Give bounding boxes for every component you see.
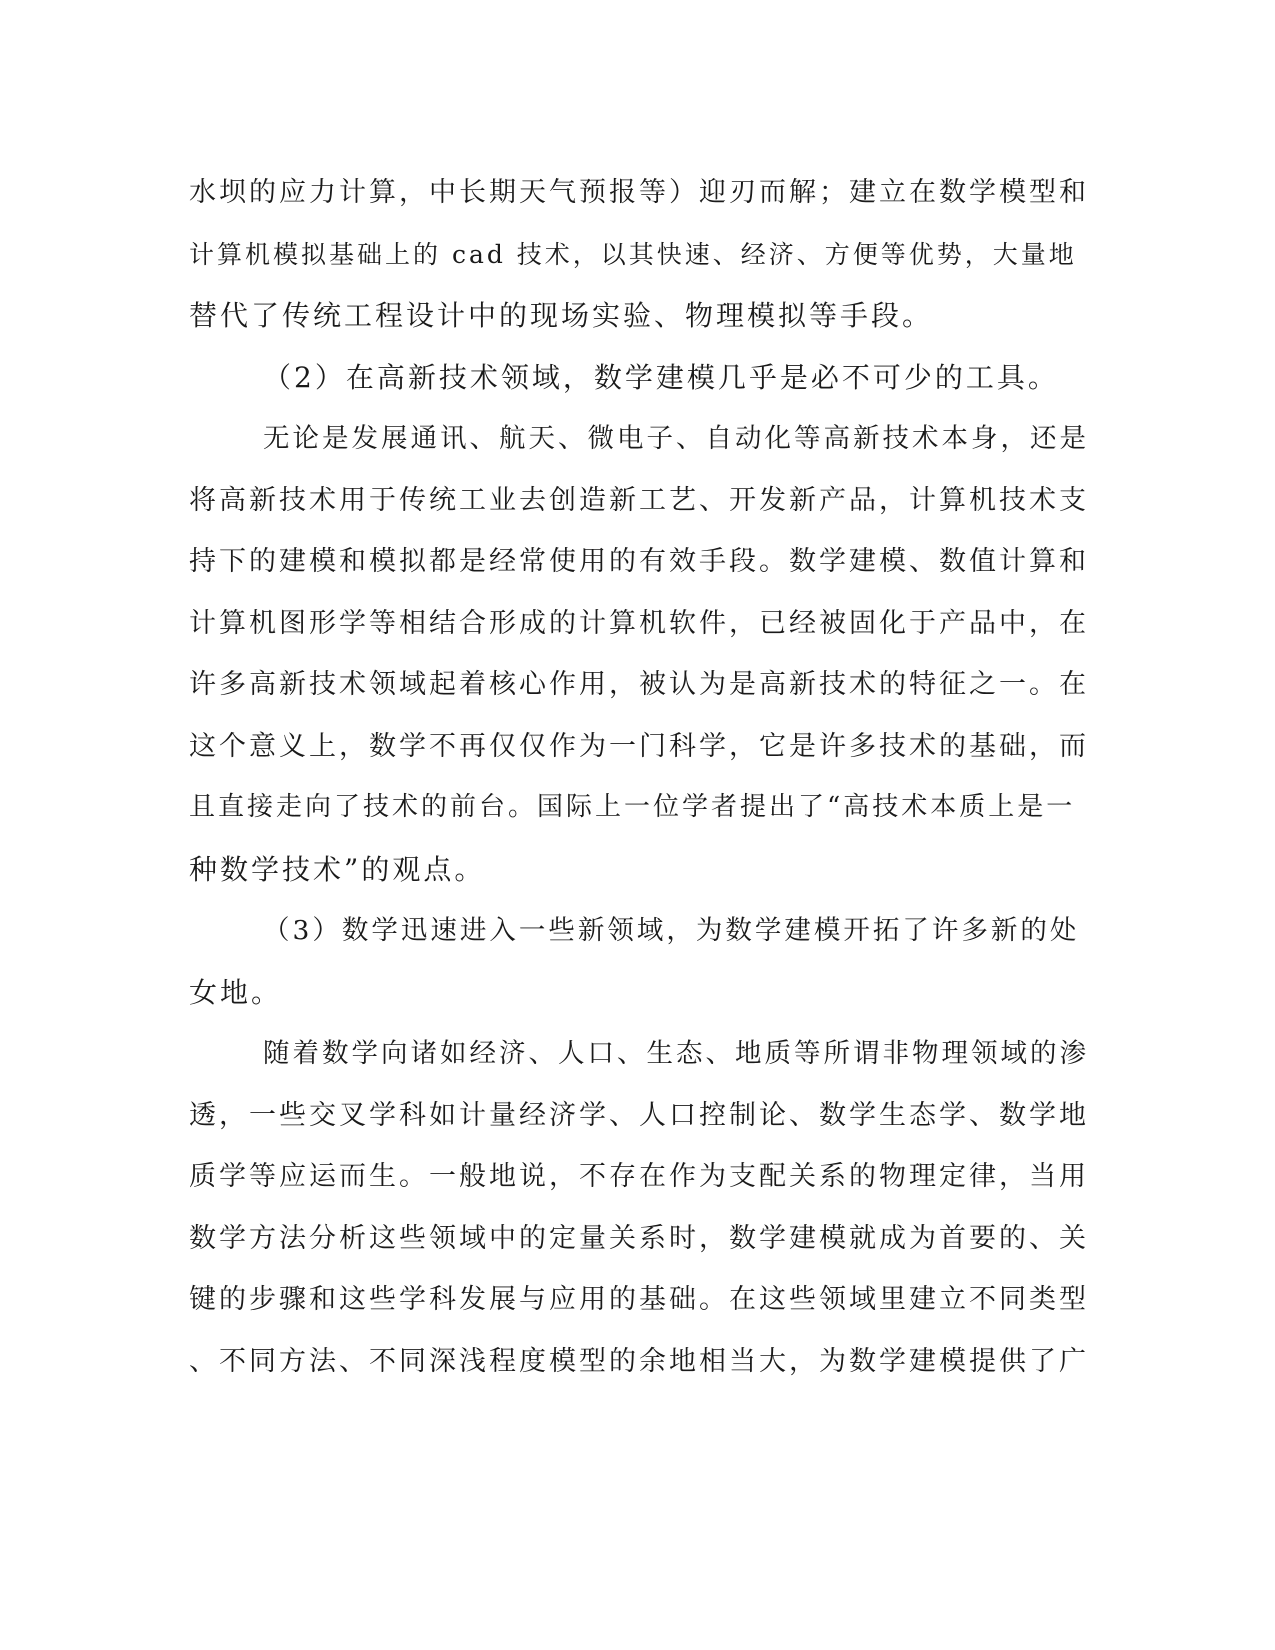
text-line: 计算机图形学等相结合形成的计算机软件，已经被固化于产品中，在 [189, 607, 1089, 639]
text-line: 无论是发展通讯、航天、微电子、自动化等高新技术本身，还是 [263, 423, 1089, 454]
text-line: 持下的建模和模拟都是经常使用的有效手段。数学建模、数值计算和 [189, 546, 1089, 577]
text-line: 数学方法分析这些领域中的定量关系时，数学建模就成为首要的、关 [189, 1222, 1089, 1254]
text-line: 女地。 [189, 975, 283, 1009]
text-line: 种数学技术”的观点。 [189, 852, 486, 886]
text-line: 随着数学向诸如经济、人口、生态、地质等所谓非物理领域的渗 [263, 1038, 1089, 1069]
text-line: 键的步骤和这些学科发展与应用的基础。在这些领域里建立不同类型 [189, 1284, 1089, 1315]
text-line: 质学等应运而生。一般地说，不存在作为支配关系的物理定律，当用 [189, 1161, 1089, 1192]
text-line: （3）数学迅速进入一些新领域，为数学建模开拓了许多新的处 [263, 915, 1080, 946]
text-line: （2）在高新技术领域，数学建模几乎是必不可少的工具。 [263, 360, 1059, 394]
text-line: 、不同方法、不同深浅程度模型的余地相当大，为数学建模提供了广 [189, 1345, 1089, 1377]
text-line: 这个意义上，数学不再仅仅作为一门科学，它是许多技术的基础，而 [189, 730, 1089, 762]
body-text [189, 162, 1089, 1392]
text-line: 水坝的应力计算，中长期天气预报等）迎刃而解；建立在数学模型和 [189, 177, 1089, 208]
text-line: 透，一些交叉学科如计量经济学、人口控制论、数学生态学、数学地 [189, 1099, 1089, 1131]
text-line: 将高新技术用于传统工业去创造新工艺、开发新产品，计算机技术支 [189, 484, 1089, 516]
text-line: 许多高新技术领域起着核心作用，被认为是高新技术的特征之一。在 [189, 669, 1089, 700]
text-line: 计算机模拟基础上的 cad 技术，以其快速、经济、方便等优势，大量地 [189, 239, 1077, 269]
text-line: 替代了传统工程设计中的现场实验、物理模拟等手段。 [189, 299, 934, 332]
text-line: 且直接走向了技术的前台。国际上一位学者提出了“高技术本质上是一 [189, 792, 1076, 822]
